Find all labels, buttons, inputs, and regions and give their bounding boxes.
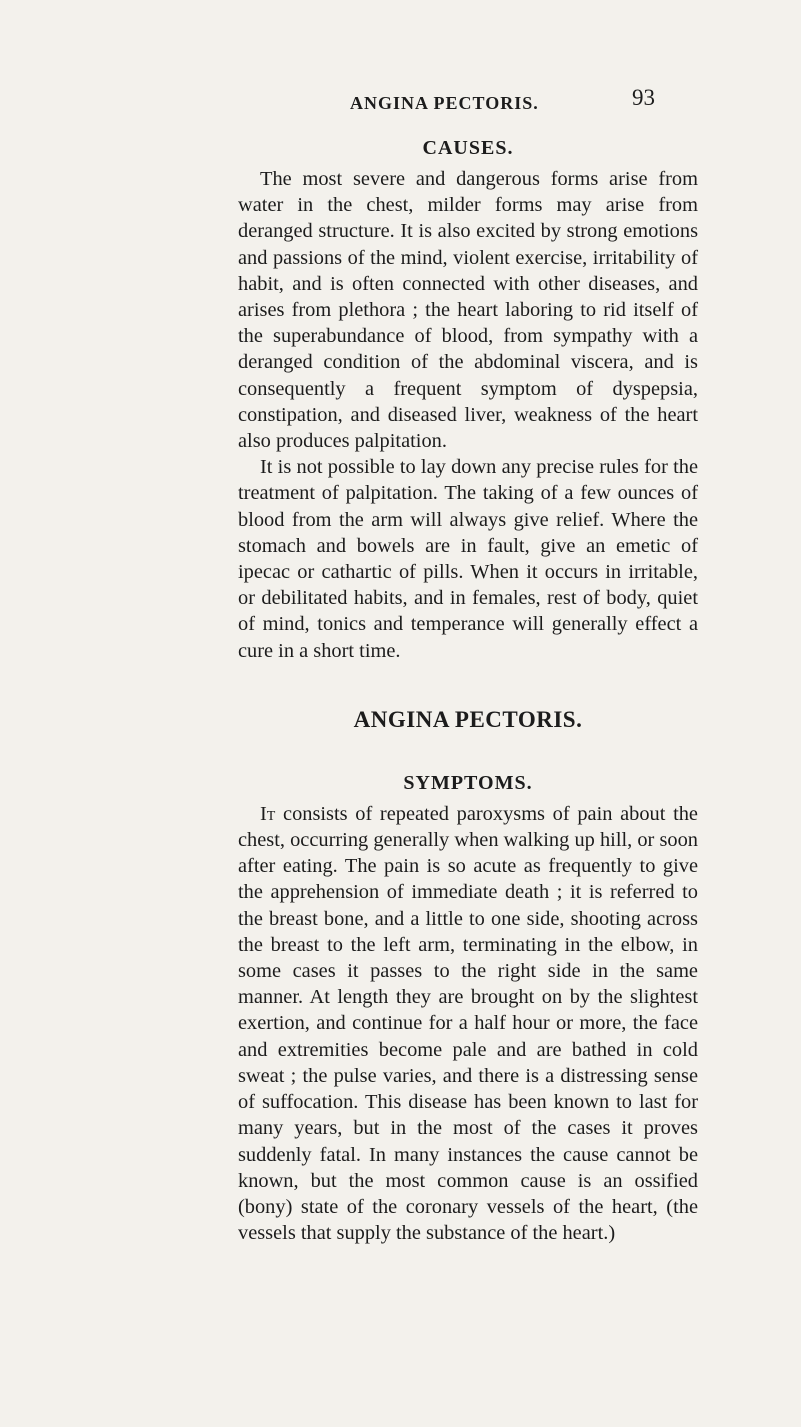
- symptoms-text: consists of repeated paroxysms of pain about the chest, occurring generally when walking up hill, or soon after eating. The pain is so acute as frequently to give the apprehension of immediate death ; it is referred to the breast bone, and a little to one side, shooting across the breast to the left arm, terminating in the elbow, in some cases it passes to the right side in the same manner. At length they are brought on by the slightest exertion, and continue for a half hour or more, the face and extremities become pale and are bathed in cold sweat ; the pulse varies, and there is a distressing sense of suffocation. This disease has been known to last for many years, but in the most of the cases it proves suddenly fatal. In many instances the cause cannot be known, but the most common cause is an ossified (bony) state of the coronary vessels of the heart, (the vessels that supply the substance of the heart.): [238, 802, 698, 1245]
- running-title: ANGINA PECTORIS.: [350, 93, 539, 113]
- page-body: [238, 132, 698, 1246]
- chapter-title: ANGINA PECTORIS.: [353, 706, 583, 732]
- lead-word: It: [260, 802, 276, 825]
- page-number: 93: [632, 85, 655, 110]
- running-head: [0, 85, 801, 123]
- symptoms-heading: SYMPTOMS.: [403, 771, 533, 794]
- symptoms-paragraph: [238, 801, 698, 1246]
- causes-heading: CAUSES.: [422, 137, 514, 159]
- treatment-paragraph: It is not possible to lay down any precise rules for the treatment of palpitation. The taking of a few ounces of blood from the arm will always give relief. Where the stomach and bowels are in fault, give an emetic of ipecac or cathartic of pills. When it occurs in irritable, or debilitated habits, and in females, rest of body, quiet of mind, tonics and temperance will generally effect a cure in a short time.: [238, 456, 698, 662]
- causes-paragraph: The most severe and dangerous forms arise from water in the chest, milder forms may arise from deranged structure. It is also excited by strong emotions and passions of the mind, violent exercise, irritability of habit, and is often connected with other diseases, and arises from plethora ; the heart laboring to rid itself of the superabundance of blood, from sympathy with a deranged condition of the abdominal viscera, and is consequently a frequent symptom of dyspepsia, constipation, and diseased liver, weakness of the heart also produces palpitation.: [238, 168, 698, 453]
